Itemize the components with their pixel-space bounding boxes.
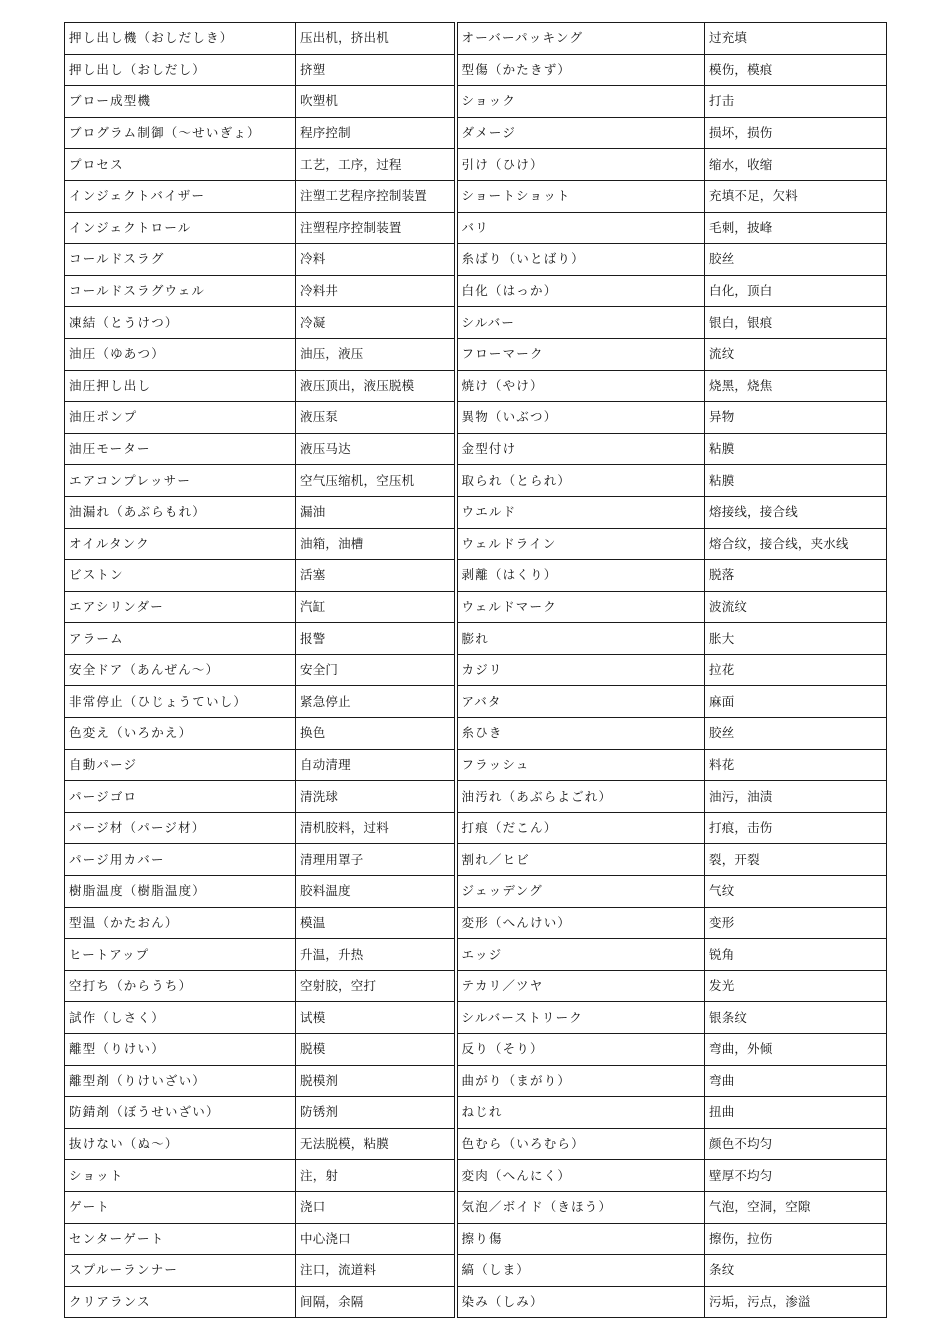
japanese-term-left: プロセス: [65, 149, 296, 181]
chinese-term-right: 粘膜: [705, 433, 887, 465]
chinese-term-left: 报警: [296, 623, 456, 655]
table-row: [65, 433, 887, 465]
japanese-term-right: カジリ: [456, 654, 705, 686]
table-row: [65, 1191, 887, 1223]
chinese-term-right: 充填不足，欠料: [705, 180, 887, 212]
table-row: [65, 370, 887, 402]
chinese-term-left: 吹塑机: [296, 86, 456, 118]
glossary-table: [64, 22, 887, 1318]
chinese-term-right: 异物: [705, 402, 887, 434]
table-row: [65, 1002, 887, 1034]
chinese-term-right: 银白，银痕: [705, 307, 887, 339]
japanese-term-right: 打痕（だこん）: [456, 812, 705, 844]
chinese-term-left: 安全门: [296, 654, 456, 686]
japanese-term-right: 変肉（へんにく）: [456, 1160, 705, 1192]
chinese-term-left: 空射胶，空打: [296, 970, 456, 1002]
table-row: [65, 1128, 887, 1160]
chinese-term-left: 冷凝: [296, 307, 456, 339]
japanese-term-right: バリ: [456, 212, 705, 244]
chinese-term-left: 液压顶出，液压脱模: [296, 370, 456, 402]
japanese-term-left: ヒートアップ: [65, 939, 296, 971]
chinese-term-left: 注塑程序控制装置: [296, 212, 456, 244]
japanese-term-right: 反り（そり）: [456, 1034, 705, 1066]
chinese-term-right: 弯曲: [705, 1065, 887, 1097]
chinese-term-right: 壁厚不均匀: [705, 1160, 887, 1192]
japanese-term-right: 変形（へんけい）: [456, 907, 705, 939]
japanese-term-left: ブロー成型機: [65, 86, 296, 118]
chinese-term-left: 自动清理: [296, 749, 456, 781]
chinese-term-left: 升温，升热: [296, 939, 456, 971]
chinese-term-right: 发光: [705, 970, 887, 1002]
japanese-term-left: ショット: [65, 1160, 296, 1192]
chinese-term-right: 弯曲，外倾: [705, 1034, 887, 1066]
japanese-term-left: アラーム: [65, 623, 296, 655]
japanese-term-right: 焼け（やけ）: [456, 370, 705, 402]
table-row: [65, 86, 887, 118]
japanese-term-right: フローマーク: [456, 338, 705, 370]
japanese-term-left: インジェクトバイザー: [65, 180, 296, 212]
japanese-term-right: オーバーパッキング: [456, 23, 705, 55]
chinese-term-left: 清机胶料，过料: [296, 812, 456, 844]
japanese-term-left: コールドスラグウェル: [65, 275, 296, 307]
chinese-term-right: 颜色不均匀: [705, 1128, 887, 1160]
chinese-term-right: 气泡，空洞，空隙: [705, 1191, 887, 1223]
japanese-term-left: ゲート: [65, 1191, 296, 1223]
japanese-term-right: シルバー: [456, 307, 705, 339]
chinese-term-right: 胶丝: [705, 718, 887, 750]
japanese-term-right: ねじれ: [456, 1097, 705, 1129]
japanese-term-right: 糸ひき: [456, 718, 705, 750]
japanese-term-left: 樹脂温度（樹脂温度）: [65, 876, 296, 908]
japanese-term-right: 型傷（かたきず）: [456, 54, 705, 86]
chinese-term-left: 清洗球: [296, 781, 456, 813]
chinese-term-right: 过充填: [705, 23, 887, 55]
table-row: [65, 1034, 887, 1066]
chinese-term-left: 脱模剂: [296, 1065, 456, 1097]
table-row: [65, 465, 887, 497]
table-row: [65, 1255, 887, 1287]
japanese-term-right: ショック: [456, 86, 705, 118]
chinese-term-left: 液压马达: [296, 433, 456, 465]
japanese-term-left: 押し出し（おしだし）: [65, 54, 296, 86]
table-row: [65, 307, 887, 339]
chinese-term-right: 粘膜: [705, 465, 887, 497]
table-row: [65, 54, 887, 86]
japanese-term-right: ウェルドライン: [456, 528, 705, 560]
chinese-term-left: 胶料温度: [296, 876, 456, 908]
japanese-term-right: ウェルドマーク: [456, 591, 705, 623]
chinese-term-left: 模温: [296, 907, 456, 939]
table-row: [65, 180, 887, 212]
japanese-term-left: ビストン: [65, 560, 296, 592]
japanese-term-left: センターゲート: [65, 1223, 296, 1255]
chinese-term-left: 油压，液压: [296, 338, 456, 370]
table-row: [65, 117, 887, 149]
chinese-term-left: 中心浇口: [296, 1223, 456, 1255]
japanese-term-right: 剥離（はくり）: [456, 560, 705, 592]
japanese-term-right: 染み（しみ）: [456, 1286, 705, 1318]
glossary-body: [65, 23, 887, 1318]
japanese-term-left: インジェクトロール: [65, 212, 296, 244]
japanese-term-right: 白化（はっか）: [456, 275, 705, 307]
japanese-term-right: シルバーストリーク: [456, 1002, 705, 1034]
japanese-term-right: 気泡／ボイド（きほう）: [456, 1191, 705, 1223]
table-row: [65, 212, 887, 244]
chinese-term-left: 活塞: [296, 560, 456, 592]
table-row: [65, 781, 887, 813]
chinese-term-left: 换色: [296, 718, 456, 750]
chinese-term-left: 压出机，挤出机: [296, 23, 456, 55]
chinese-term-right: 白化，顶白: [705, 275, 887, 307]
chinese-term-right: 打击: [705, 86, 887, 118]
japanese-term-right: 異物（いぶつ）: [456, 402, 705, 434]
table-row: [65, 939, 887, 971]
japanese-term-right: ジェッデング: [456, 876, 705, 908]
chinese-term-right: 条纹: [705, 1255, 887, 1287]
table-row: [65, 402, 887, 434]
table-row: [65, 749, 887, 781]
japanese-term-left: 空打ち（からうち）: [65, 970, 296, 1002]
japanese-term-left: パージ用カバー: [65, 844, 296, 876]
table-row: [65, 1286, 887, 1318]
chinese-term-left: 工艺，工序，过程: [296, 149, 456, 181]
japanese-term-right: ショートショット: [456, 180, 705, 212]
table-row: [65, 812, 887, 844]
japanese-term-right: フラッシュ: [456, 749, 705, 781]
chinese-term-left: 程序控制: [296, 117, 456, 149]
chinese-term-left: 浇口: [296, 1191, 456, 1223]
japanese-term-right: 引け（ひけ）: [456, 149, 705, 181]
japanese-term-left: パージゴロ: [65, 781, 296, 813]
chinese-term-left: 注口，流道料: [296, 1255, 456, 1287]
chinese-term-left: 试模: [296, 1002, 456, 1034]
table-row: [65, 1223, 887, 1255]
table-row: [65, 591, 887, 623]
table-row: [65, 718, 887, 750]
chinese-term-left: 漏油: [296, 496, 456, 528]
table-row: [65, 654, 887, 686]
table-row: [65, 1160, 887, 1192]
japanese-term-right: 取られ（とられ）: [456, 465, 705, 497]
chinese-term-right: 毛刺，披峰: [705, 212, 887, 244]
table-row: [65, 149, 887, 181]
table-row: [65, 844, 887, 876]
table-row: [65, 876, 887, 908]
japanese-term-right: 曲がり（まがり）: [456, 1065, 705, 1097]
chinese-term-right: 胶丝: [705, 244, 887, 276]
japanese-term-right: 油汚れ（あぶらよごれ）: [456, 781, 705, 813]
chinese-term-left: 冷料井: [296, 275, 456, 307]
chinese-term-left: 挤塑: [296, 54, 456, 86]
japanese-term-left: パージ材（パージ材）: [65, 812, 296, 844]
japanese-term-left: 防錆剤（ぼうせいざい）: [65, 1097, 296, 1129]
chinese-term-right: 熔接线，接合线: [705, 496, 887, 528]
japanese-term-right: 擦り傷: [456, 1223, 705, 1255]
chinese-term-right: 油污，油渍: [705, 781, 887, 813]
japanese-term-right: アバタ: [456, 686, 705, 718]
chinese-term-right: 烧黑，烧焦: [705, 370, 887, 402]
japanese-term-left: スプルーランナー: [65, 1255, 296, 1287]
chinese-term-left: 液压泵: [296, 402, 456, 434]
chinese-term-right: 损坏，损伤: [705, 117, 887, 149]
japanese-term-right: 金型付け: [456, 433, 705, 465]
japanese-term-right: 糸ばり（いとばり）: [456, 244, 705, 276]
japanese-term-left: 型温（かたおん）: [65, 907, 296, 939]
chinese-term-right: 气纹: [705, 876, 887, 908]
chinese-term-right: 污垢，污点，渗溢: [705, 1286, 887, 1318]
chinese-term-right: 胀大: [705, 623, 887, 655]
table-row: [65, 496, 887, 528]
table-row: [65, 23, 887, 55]
chinese-term-right: 银条纹: [705, 1002, 887, 1034]
table-row: [65, 275, 887, 307]
chinese-term-left: 间隔，余隔: [296, 1286, 456, 1318]
japanese-term-left: 色変え（いろかえ）: [65, 718, 296, 750]
table-row: [65, 1097, 887, 1129]
chinese-term-left: 汽缸: [296, 591, 456, 623]
chinese-term-right: 脱落: [705, 560, 887, 592]
japanese-term-left: 離型（りけい）: [65, 1034, 296, 1066]
japanese-term-left: クリアランス: [65, 1286, 296, 1318]
chinese-term-right: 波流纹: [705, 591, 887, 623]
japanese-term-right: 色むら（いろむら）: [456, 1128, 705, 1160]
table-row: [65, 560, 887, 592]
japanese-term-left: 油圧押し出し: [65, 370, 296, 402]
japanese-term-left: 油漏れ（あぶらもれ）: [65, 496, 296, 528]
chinese-term-left: 清理用罩子: [296, 844, 456, 876]
japanese-term-left: 押し出し機（おしだしき）: [65, 23, 296, 55]
table-row: [65, 1065, 887, 1097]
chinese-term-left: 紧急停止: [296, 686, 456, 718]
japanese-term-left: 油圧（ゆあつ）: [65, 338, 296, 370]
chinese-term-left: 空气压缩机，空压机: [296, 465, 456, 497]
chinese-term-right: 熔合纹，接合线，夹水线: [705, 528, 887, 560]
chinese-term-right: 扭曲: [705, 1097, 887, 1129]
japanese-term-right: 割れ／ヒビ: [456, 844, 705, 876]
table-row: [65, 970, 887, 1002]
japanese-term-right: 膨れ: [456, 623, 705, 655]
japanese-term-left: 安全ドア（あんぜん～）: [65, 654, 296, 686]
japanese-term-left: 油圧モーター: [65, 433, 296, 465]
chinese-term-right: 擦伤，拉伤: [705, 1223, 887, 1255]
chinese-term-right: 料花: [705, 749, 887, 781]
chinese-term-right: 模伤，模痕: [705, 54, 887, 86]
japanese-term-left: 自動パージ: [65, 749, 296, 781]
japanese-term-left: ブログラム制御（～せいぎょ）: [65, 117, 296, 149]
japanese-term-left: 試作（しさく）: [65, 1002, 296, 1034]
chinese-term-right: 流纹: [705, 338, 887, 370]
chinese-term-right: 缩水，收缩: [705, 149, 887, 181]
chinese-term-left: 冷料: [296, 244, 456, 276]
chinese-term-right: 变形: [705, 907, 887, 939]
table-row: [65, 907, 887, 939]
chinese-term-left: 油箱，油槽: [296, 528, 456, 560]
japanese-term-left: 抜けない（ぬ～）: [65, 1128, 296, 1160]
japanese-term-right: エッジ: [456, 939, 705, 971]
japanese-term-left: エアコンプレッサー: [65, 465, 296, 497]
japanese-term-left: エアシリンダー: [65, 591, 296, 623]
chinese-term-left: 注塑工艺程序控制装置: [296, 180, 456, 212]
table-row: [65, 623, 887, 655]
japanese-term-left: オイルタンク: [65, 528, 296, 560]
japanese-term-left: 非常停止（ひじょうていし）: [65, 686, 296, 718]
chinese-term-right: 拉花: [705, 654, 887, 686]
table-row: [65, 686, 887, 718]
japanese-term-right: 縞（しま）: [456, 1255, 705, 1287]
chinese-term-right: 打痕，击伤: [705, 812, 887, 844]
japanese-term-left: 凍結（とうけつ）: [65, 307, 296, 339]
table-row: [65, 244, 887, 276]
chinese-term-right: 麻面: [705, 686, 887, 718]
japanese-term-left: コールドスラグ: [65, 244, 296, 276]
table-row: [65, 528, 887, 560]
japanese-term-left: 油圧ポンプ: [65, 402, 296, 434]
table-row: [65, 338, 887, 370]
chinese-term-right: 锐角: [705, 939, 887, 971]
japanese-term-left: 離型剤（りけいざい）: [65, 1065, 296, 1097]
chinese-term-left: 脱模: [296, 1034, 456, 1066]
japanese-term-right: テカリ／ツヤ: [456, 970, 705, 1002]
japanese-term-right: ウエルド: [456, 496, 705, 528]
japanese-term-right: ダメージ: [456, 117, 705, 149]
chinese-term-left: 防锈剂: [296, 1097, 456, 1129]
chinese-term-left: 注，射: [296, 1160, 456, 1192]
chinese-term-right: 裂，开裂: [705, 844, 887, 876]
chinese-term-left: 无法脱模，粘膜: [296, 1128, 456, 1160]
